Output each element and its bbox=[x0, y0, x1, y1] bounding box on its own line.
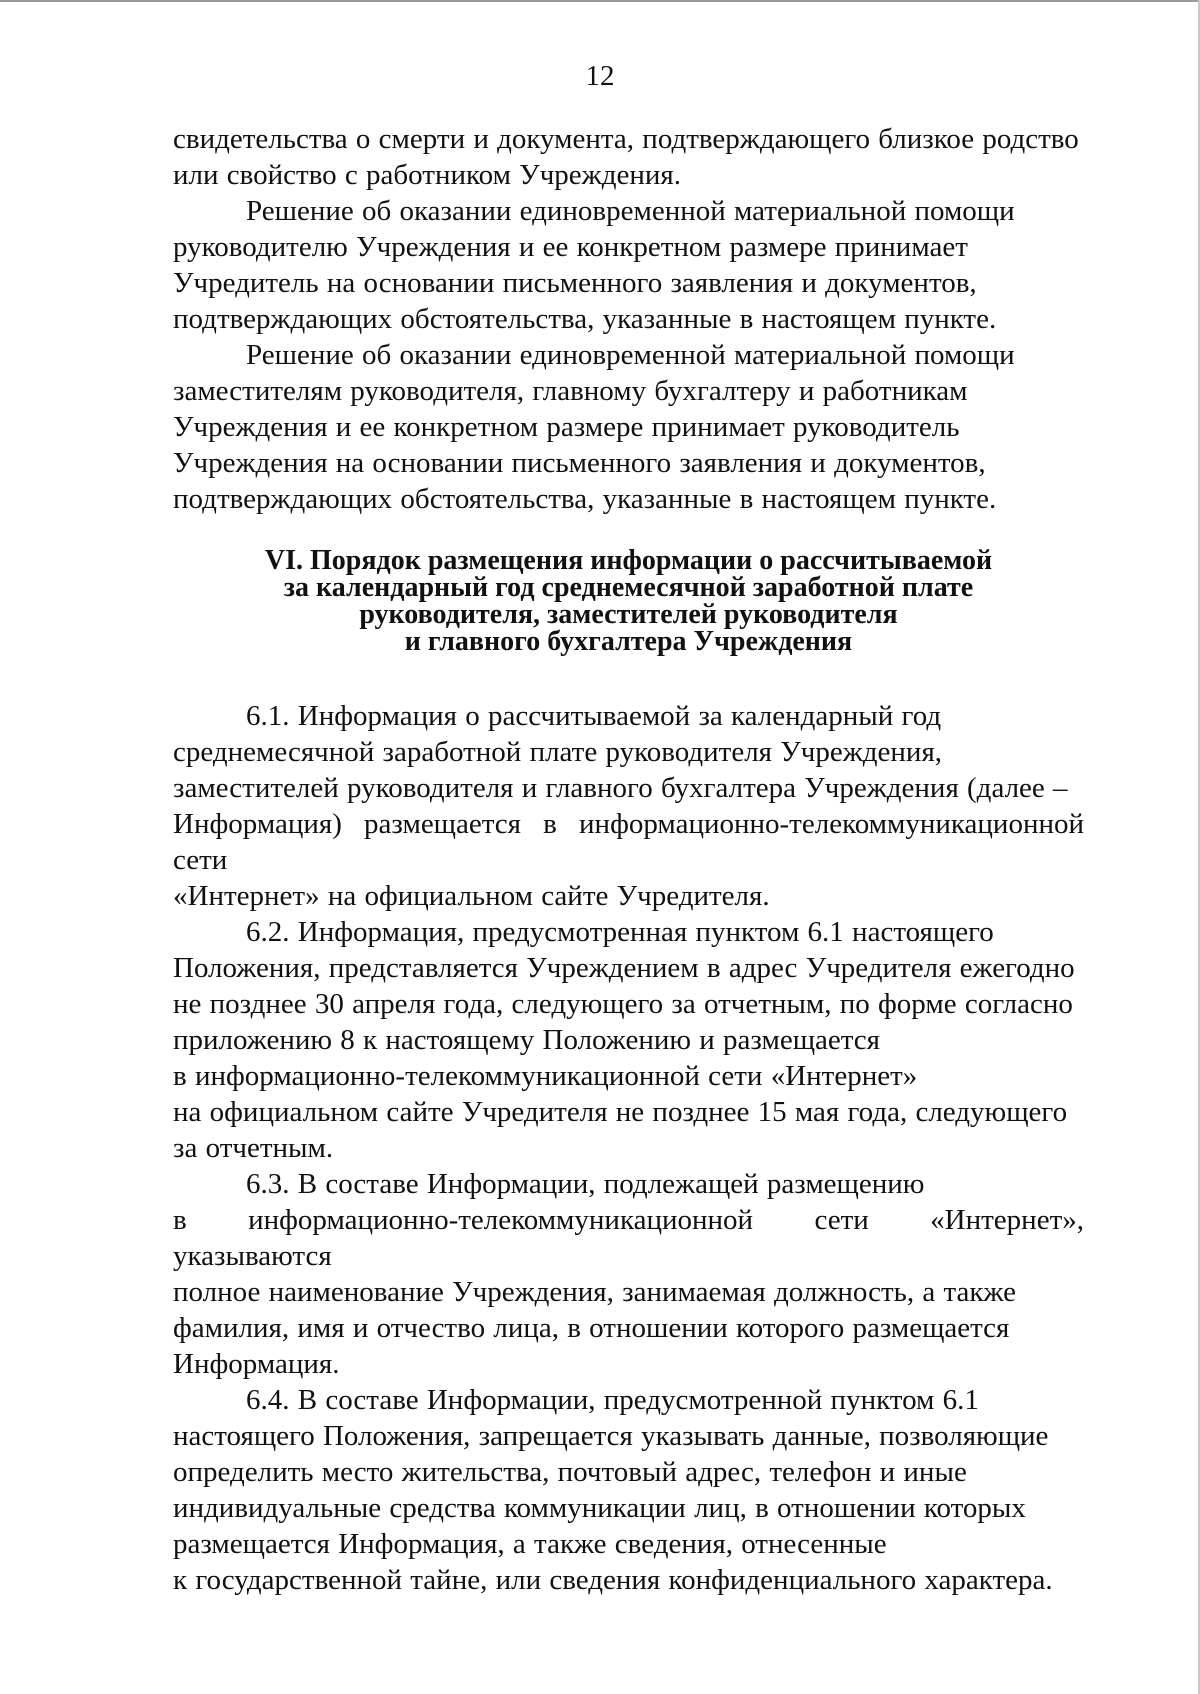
paragraph-6-2: 6.2. Информация, предусмотренная пунктом 6.1 настоящего Положения, представляется Учреждением в адрес Учредителя ежегодно не позднее 30 апреля года, следующего за отчетным, по форме согласно приложению 8 к настоящему Положению и размещается в информационно-телекоммуникационной сети «Интернет» на официальном сайте Учредителя не позднее 15 мая года, следующего за отчетным. bbox=[173, 916, 1075, 1164]
paragraph-decision-deputies: Решение об оказании единовременной материальной помощи заместителям руководителя, главному бухгалтеру и работникам Учреждения и ее конкретном размере принимает руководитель Учреждения на основании письменного заявления и документов, подтверждающих обстоятельства, указанные в настоящем пункте. bbox=[173, 339, 1015, 515]
paragraph-6-3: 6.3. В составе Информации, подлежащей размещению в информационно-телекоммуникационной сети «Интернет», указываются полное наименование Учреждения, занимаемая должность, а также фамилия, имя и отчество лица, в отношении которого размещается Информация. bbox=[173, 1168, 1084, 1380]
paragraph-6-4: 6.4. В составе Информации, предусмотренной пунктом 6.1 настоящего Положения, запрещается указывать данные, позволяющие определить место жительства, почтовый адрес, телефон и иные индивидуальные средства коммуникации лиц, в отношении которых размещается Информация, а также сведения, отнесенные к государственной тайне, или сведения конфиденциального характера. bbox=[173, 1384, 1053, 1596]
paragraph-decision-head: Решение об оказании единовременной материальной помощи руководителю Учреждения и ее конкретном размере принимает Учредитель на основании письменного заявления и документов, подтверждающих обстоятельства, указанные в настоящем пункте. bbox=[173, 195, 1015, 335]
document-body bbox=[173, 121, 1084, 1598]
scan-edge-top bbox=[0, 0, 1200, 2]
page-number: 12 bbox=[585, 60, 615, 92]
paragraph-6-1: 6.1. Информация о рассчитываемой за календарный год среднемесячной заработной плате руководителя Учреждения, заместителей руководителя и главного бухгалтера Учреждения (далее – Информация) размещается в информационно-телекоммуникационной сети «Интернет» на официальном сайте Учредителя. bbox=[173, 700, 1084, 912]
section-heading: VI. Порядок размещения информации о рассчитываемой за календарный год среднемесячной заработной плате руководителя, заместителей руководителя и главного бухгалтера Учреждения bbox=[264, 545, 993, 657]
paragraph-continuation: свидетельства о смерти и документа, подтверждающего близкое родство или свойство с работником Учреждения. bbox=[173, 123, 1079, 191]
